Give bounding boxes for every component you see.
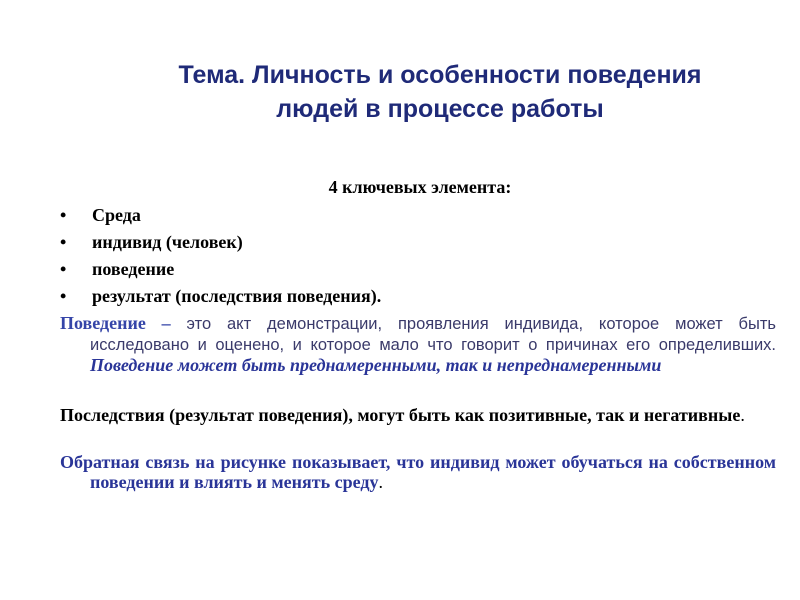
bullet-text: индивид (человек) xyxy=(92,232,243,252)
feedback-paragraph xyxy=(60,452,776,492)
behavior-definition-text: это акт демонстрации, проявления индивида, которое может быть исследовано и оценено, и которое мало что говорит о причинах его определивших. xyxy=(90,315,776,354)
key-elements-list xyxy=(60,202,381,310)
consequences-paragraph xyxy=(60,405,776,425)
bullet-icon: • xyxy=(60,232,67,252)
bullet-text: поведение xyxy=(92,259,175,279)
bullet-text: Среда xyxy=(92,205,141,225)
consequences-text: Последствия (результат поведения), могут быть как позитивные, так и негативные xyxy=(60,405,741,425)
title-line-1: Тема. Личность и особенности поведения xyxy=(178,61,702,89)
consequences-period: . xyxy=(740,405,745,425)
list-item xyxy=(60,283,381,310)
behavior-term: Поведение – xyxy=(60,313,171,333)
feedback-period: . xyxy=(378,472,383,492)
bullet-icon: • xyxy=(60,205,67,225)
bullet-icon: • xyxy=(60,286,67,306)
feedback-text: Обратная связь на рисунке показывает, что индивид может обучаться на собственном поведении и влиять и менять среду xyxy=(60,452,776,492)
key-elements-heading: 4 ключевых элемента: xyxy=(328,177,512,197)
bullet-text: результат (последствия поведения). xyxy=(92,286,382,306)
behavior-emphasis-text: Поведение может быть преднамеренными, так и непреднамеренными xyxy=(90,355,662,375)
list-item xyxy=(60,202,381,229)
bullet-icon: • xyxy=(60,259,67,279)
list-item xyxy=(60,229,381,256)
behavior-definition-paragraph xyxy=(60,313,776,375)
title-line-2: людей в процессе работы xyxy=(276,95,604,123)
slide-title xyxy=(120,58,760,126)
list-item xyxy=(60,256,381,283)
